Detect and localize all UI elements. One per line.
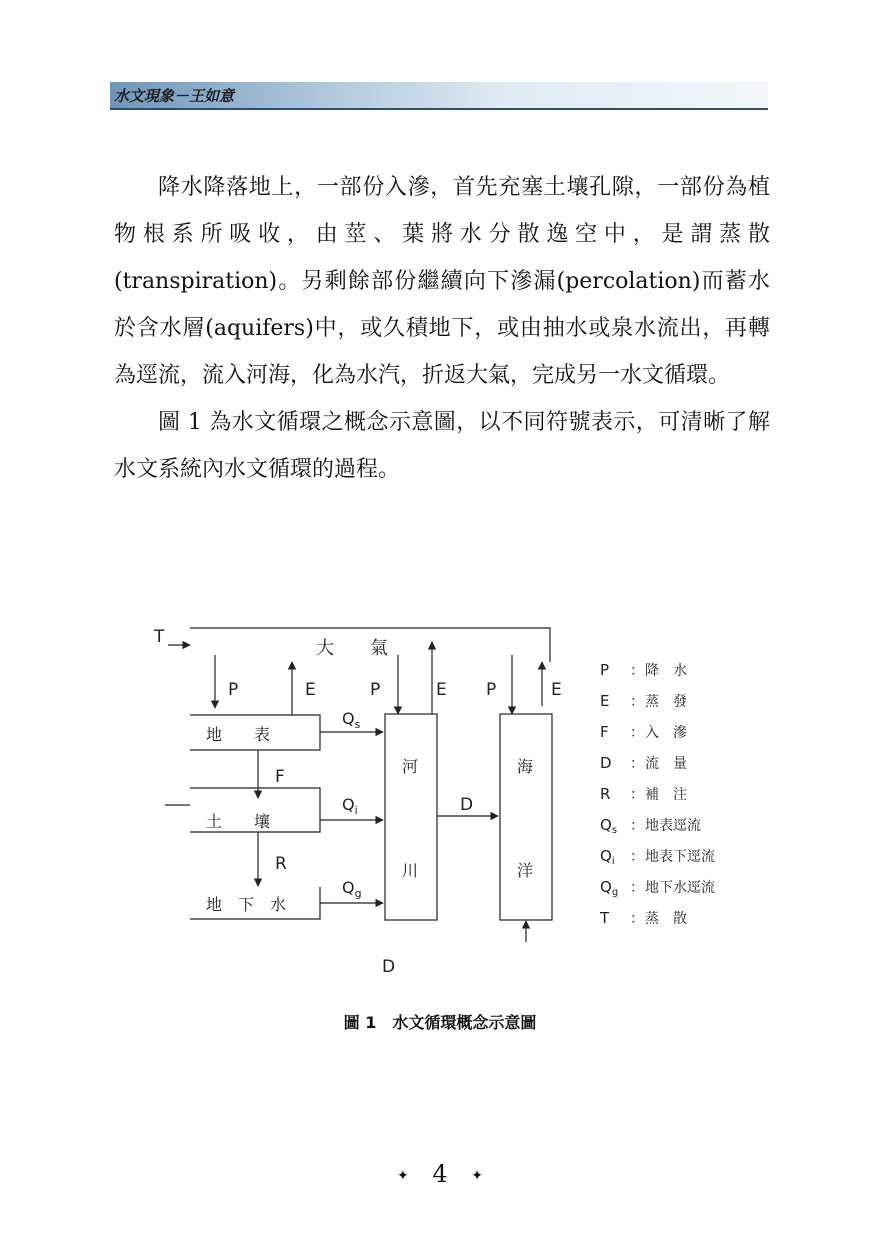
legend-description: 補 注	[645, 787, 687, 803]
legend-symbol: T	[600, 909, 610, 927]
legend-row	[600, 661, 687, 679]
page-number: 4	[432, 1160, 448, 1188]
f-label: F	[275, 767, 285, 787]
groundwater-label: 地 下 水	[206, 895, 287, 914]
legend-colon: ：	[630, 663, 644, 679]
legend-description: 蒸 發	[645, 694, 687, 710]
p-label-3: P	[486, 680, 497, 700]
legend-description: 地表逕流	[645, 818, 701, 834]
p-label-1: P	[228, 680, 239, 700]
e-label-2: E	[436, 680, 447, 700]
legend-row	[600, 785, 687, 803]
legend-colon: ：	[630, 911, 644, 927]
legend-description: 蒸 散	[645, 911, 687, 927]
paragraph-2: 圖 1 為水文循環之概念示意圖，以不同符號表示，可清晰了解水文系統內水文循環的過程。	[114, 410, 770, 482]
legend-description: 入 滲	[645, 725, 687, 741]
hydrologic-cycle-diagram	[140, 610, 760, 990]
paragraph-1: 降水降落地上，一部份入滲，首先充塞土壤孔隙，一部份為植物根系所吸收，由莖、葉將水分散逸空中，是謂蒸散(transpiration)。另剩餘部份繼續向下滲漏(percolation)而蓄水於含水層(aquifers)中，或久積地下，或由抽水或泉水流出，再轉為逕流，流入河海，化為水汽，折返大氣，完成另一水文循環。	[114, 175, 770, 388]
qg-label: $Q_g$	[342, 878, 362, 900]
legend-colon: ：	[630, 725, 644, 741]
figure-caption: 圖 1 水文循環概念示意圖	[343, 1013, 537, 1032]
page-footer	[0, 1160, 880, 1188]
qi-label: $Q_i$	[342, 795, 358, 817]
legend-symbol: E	[600, 692, 610, 710]
river-label-2: 川	[402, 861, 419, 880]
legend-colon: ：	[630, 849, 644, 865]
legend-row	[600, 692, 687, 710]
legend-symbol: P	[600, 661, 610, 679]
legend-description: 流 量	[645, 756, 687, 772]
legend-symbol: F	[600, 723, 609, 741]
star-right-icon: ✦	[471, 1167, 484, 1184]
qs-label: $Q_s$	[342, 709, 361, 731]
legend-description: 地表下逕流	[645, 849, 715, 865]
legend-colon: ：	[630, 818, 644, 834]
legend-row	[600, 847, 715, 867]
r-label: R	[275, 854, 287, 874]
legend-row	[600, 816, 701, 836]
river-label-1: 河	[402, 757, 419, 776]
ocean-label-1: 海	[517, 757, 534, 776]
legend-row	[600, 723, 687, 741]
ocean-label-2: 洋	[517, 861, 534, 880]
legend-description: 地下水逕流	[645, 880, 715, 896]
t-label: T	[154, 627, 165, 647]
legend-colon: ：	[630, 880, 644, 896]
legend-row	[600, 754, 687, 772]
legend-description: 降 水	[645, 663, 687, 679]
diagram-legend	[599, 661, 715, 927]
header-bar	[110, 82, 768, 110]
legend-symbol: $Q_g$	[600, 878, 619, 898]
soil-label: 土 壤	[206, 812, 271, 831]
e-label-3: E	[551, 680, 562, 700]
legend-colon: ：	[630, 694, 644, 710]
legend-row	[600, 878, 715, 898]
legend-row	[599, 909, 687, 927]
running-header: 水文現象－王如意	[114, 87, 235, 105]
e-label-1: E	[305, 680, 316, 700]
legend-symbol: R	[600, 785, 611, 803]
legend-symbol: D	[600, 754, 612, 772]
body-text	[114, 164, 770, 493]
legend-colon: ：	[630, 756, 644, 772]
star-left-icon: ✦	[396, 1167, 409, 1184]
legend-colon: ：	[630, 787, 644, 803]
legend-symbol: $Q_i$	[600, 847, 615, 867]
legend-symbol: $Q_s$	[600, 816, 618, 836]
atmosphere-label: 大 氣	[316, 638, 388, 659]
d-label-bottom: D	[382, 957, 396, 977]
p-label-2: P	[370, 680, 381, 700]
surface-label: 地 表	[206, 725, 271, 744]
d-label-river: D	[460, 795, 474, 815]
